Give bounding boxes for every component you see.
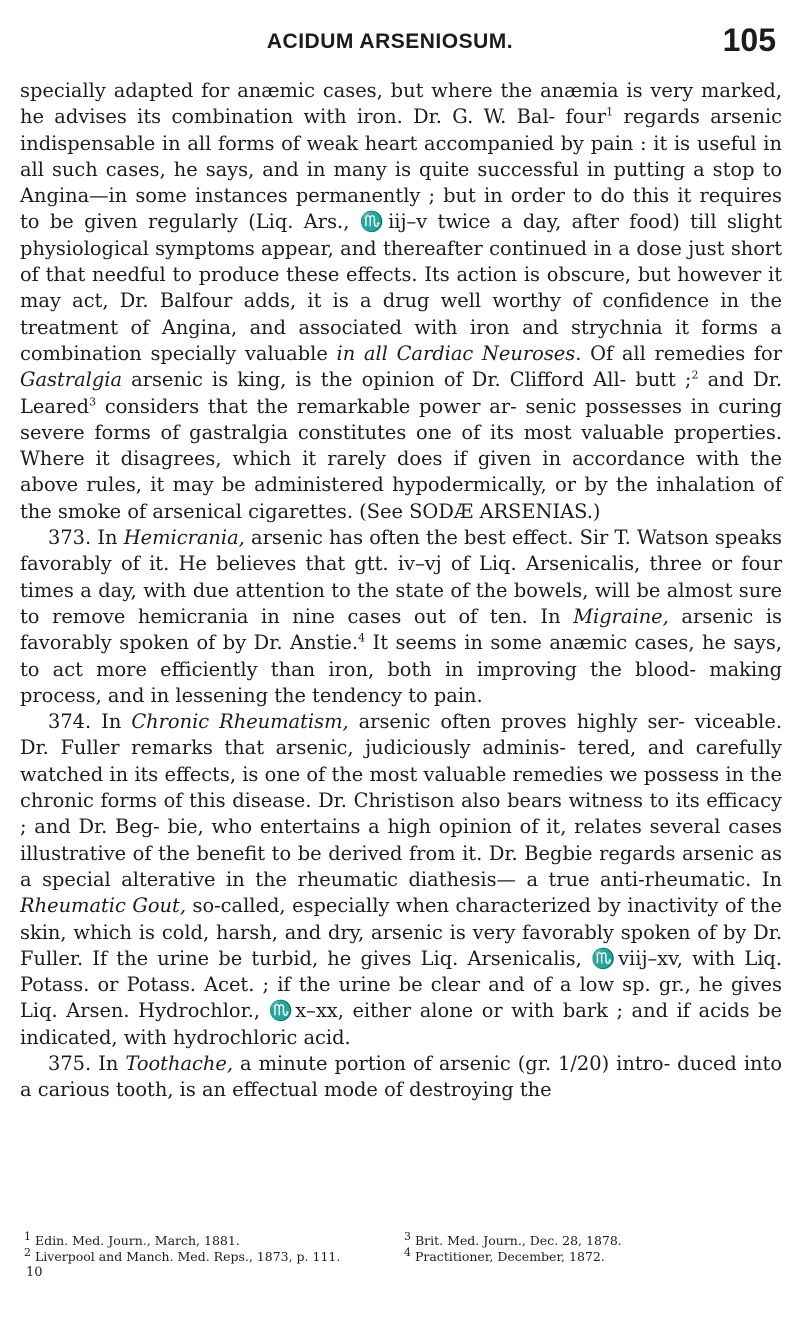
italic-term: Chronic Rheumatism,: [131, 710, 349, 734]
text-run: and Dr. Leared: [20, 368, 782, 418]
footnotes: [24, 1229, 784, 1265]
text-run: arsenic often proves highly ser- viceable. Dr. Fuller remarks that arsenic, judiciously adminis- tered, and carefully watched in its effects, is one of the most valuable remedies we possess in the chronic forms of this disease. Dr. Christison also bears witness to its efficacy ; and Dr. Beg- bie, who entertains a high opinion of it, relates several cases illustrative of the benefit to be derived from it. Dr. Begbie regards arsenic as a special alterative in the rheumatic diathesis— a true anti-rheumatic. In: [20, 710, 783, 891]
text-run: arsenic has often the best effect. Sir T. Watson speaks favorably of it. He believes that gtt. iv–vj of Liq. Arsenicalis, three or four times a day, with due attention to the state of the bowels, will be almost sure to remove hemicrania in nine cases out of ten. In: [20, 526, 782, 628]
signature-mark: 10: [26, 1265, 43, 1280]
footnote-text: Practitioner, December, 1872.: [411, 1249, 605, 1264]
italic-term: Toothache,: [125, 1051, 233, 1075]
footnote-ref: 1: [606, 105, 614, 119]
body-text: [20, 78, 782, 1104]
footnote-mark: 4: [404, 1245, 411, 1259]
footnote-text: Brit. Med. Journ., Dec. 28, 1878.: [411, 1233, 622, 1248]
footnote-text: Edin. Med. Journ., March, 1881.: [31, 1233, 240, 1248]
running-head: ACIDUM ARSENIOSUM.: [266, 30, 514, 53]
paragraph-375-toothache: [20, 1051, 782, 1104]
footnote-mark: 2: [24, 1245, 31, 1259]
text-run: specially adapted for anæmic cases, but where the anæmia is very marked, he advises its combination with iron. Dr. G. W. Bal- four: [20, 79, 782, 129]
footnote-1: [24, 1229, 404, 1249]
text-run: regards arsenic indispensable in all forms of weak heart accompanied by pain : it is useful in all such cases, he says, and in many is quite successful in putting a stop to Angina—in some instances permanently ; but in order to do this it requires to be given regularly (Liq. Ars., ♏iij–v twice a day, after food) till slight physiological symptoms appear, and thereafter continued in a dose just short of that needful to produce these effects. Its action is obscure, but however it may act, Dr. Balfour adds, it is a drug well worthy of confidence in the treatment of Angina, and associated with iron and strychnia it forms a combination specially valuable: [20, 105, 782, 365]
footnote-row: [24, 1245, 784, 1265]
paragraph-373-hemicrania: [20, 525, 782, 709]
italic-term: Hemicrania,: [123, 526, 245, 550]
text-run: arsenic is king, is the opinion of Dr. Clifford All- butt ;: [122, 368, 692, 392]
footnote-ref: 2: [691, 368, 699, 382]
footnote-mark: 1: [24, 1229, 31, 1243]
text-run: 374. In: [48, 710, 132, 734]
footnote-ref: 4: [358, 631, 366, 645]
footnote-ref: 3: [89, 395, 97, 409]
italic-term: Rheumatic Gout,: [20, 894, 186, 918]
italic-term: Gastralgia: [20, 368, 122, 392]
text-run: so-called, especially when characterized by inactivity of the skin, which is cold, harsh, and dry, arsenic is very favorably spoken of by Dr. Fuller. If the urine be turbid, he gives Liq. Arsenicalis, ♏viij–xv, with Liq. Potass. or Potass. Acet. ; if the urine be clear and of a low sp. gr., he gives Liq. Arsen. Hydrochlor., ♏x–xx, either alone or with bark ; and if acids be indicated, with hydrochloric acid.: [20, 894, 782, 1049]
footnote-mark: 3: [404, 1229, 411, 1243]
italic-term: Migraine,: [573, 604, 669, 628]
text-run: a minute portion of arsenic (gr. 1/20) intro- duced into a carious tooth, is an effectual mode of destroying the: [20, 1051, 783, 1102]
paragraph-374-rheumatism: [20, 709, 782, 1051]
paragraph-angina-gastralgia: [20, 78, 782, 525]
text-run: considers that the remarkable power ar- senic possesses in curing severe forms of gastralgia constitutes one of its most valuable properties. Where it disagrees, which it rarely does if given in accordance with the above rules, it may be administered hypodermically, or by the inhalation of the smoke of arsenical cigarettes. (See SODÆ ARSENIAS.): [20, 394, 782, 523]
footnote-2: [24, 1245, 404, 1265]
footnote-4: [404, 1245, 784, 1265]
footnote-text: Liverpool and Manch. Med. Reps., 1873, p. 111.: [31, 1249, 341, 1264]
footnote-3: [404, 1229, 784, 1249]
page-number: 105: [722, 22, 776, 58]
text-run: 375. In: [48, 1051, 126, 1075]
page-header: [0, 22, 800, 62]
text-run: It seems in some anæmic cases, he says, to act more efficiently than iron, both in improving the blood- making process, and in lessening the tendency to pain.: [20, 631, 782, 707]
text-run: 373. In: [48, 526, 124, 550]
italic-term: in all Cardiac Neuroses.: [336, 341, 582, 365]
text-run: Of all remedies for: [581, 341, 782, 365]
text-run: arsenic is favorably spoken of by Dr. Anstie.: [20, 604, 782, 655]
